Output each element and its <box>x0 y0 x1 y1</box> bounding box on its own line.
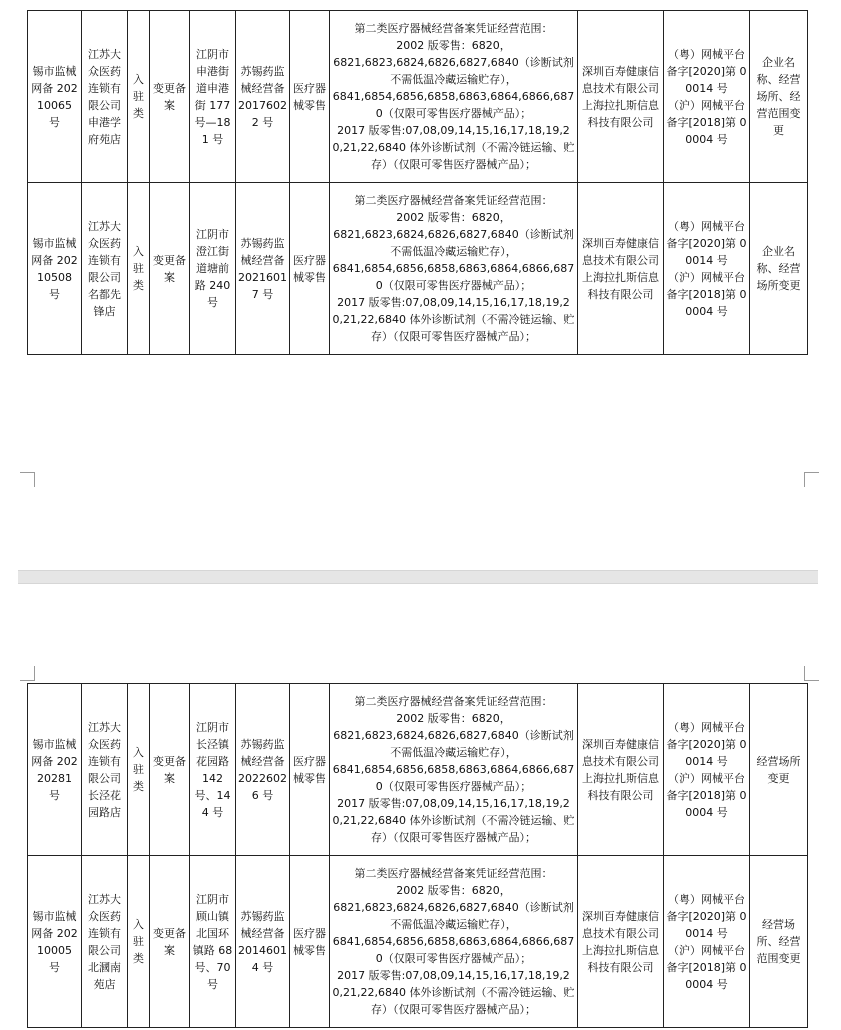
platform-reg-cell: （粤）网械平台备字[2020]第 00014 号 （沪）网械平台备字[2018]第 00004 号 <box>664 684 750 856</box>
type-cell: 入驻类 <box>128 856 150 1028</box>
scope-title: 第二类医疗器械经营备案凭证经营范围： <box>354 22 553 35</box>
address-cell: 江阴市顾山镇北国环镇路 68 号、70 号 <box>190 856 236 1028</box>
scope-line: 2002 版零售：6820， <box>396 211 511 224</box>
scope-cell <box>330 183 578 355</box>
platform-reg-cell: （粤）网械平台备字[2020]第 00014 号 （沪）网械平台备字[2018]第 00004 号 <box>664 11 750 183</box>
action-cell: 变更备案 <box>150 11 190 183</box>
mode-cell: 医疗器械零售 <box>290 11 330 183</box>
scope-line: 6821,6823,6824,6826,6827,6840（诊断试剂不需低温冷藏运输贮存）， <box>333 729 574 759</box>
crop-mark-top-right <box>804 666 819 681</box>
mode-cell: 医疗器械零售 <box>290 856 330 1028</box>
license-cell: 苏锡药监械经营备 20216017 号 <box>236 183 290 355</box>
scope-line: 2002 版零售：6820， <box>396 884 511 897</box>
change-cell: 经营场所、经营范围变更 <box>750 856 808 1028</box>
change-cell: 企业名称、经营场所变更 <box>750 183 808 355</box>
address-cell: 江阴市申港街道申港街 177 号—181 号 <box>190 11 236 183</box>
scope-line: 2002 版零售：6820， <box>396 39 511 52</box>
company-cell: 江苏大众医药连锁有限公司北漍南苑店 <box>82 856 128 1028</box>
change-cell: 企业名称、经营场所、经营范围变更 <box>750 11 808 183</box>
record-no-cell: 锡市监械网备 20220281 号 <box>28 684 82 856</box>
type-cell: 入驻类 <box>128 183 150 355</box>
crop-mark-bottom-right <box>804 472 819 487</box>
record-no-cell: 锡市监械网备 20210065 号 <box>28 11 82 183</box>
action-cell: 变更备案 <box>150 684 190 856</box>
scope-title: 第二类医疗器械经营备案凭证经营范围： <box>354 867 553 880</box>
table-row <box>28 856 808 1028</box>
address-cell: 江阴市长泾镇花园路 142 号、144 号 <box>190 684 236 856</box>
record-table-top <box>27 10 808 355</box>
table-row <box>28 183 808 355</box>
license-cell: 苏锡药监械经营备 20226026 号 <box>236 684 290 856</box>
table-row <box>28 684 808 856</box>
scope-line: 2017 版零售:07,08,09,14,15,16,17,18,19,20,21,22,6840 体外诊断试剂（不需冷链运输、贮存）（仅限可零售医疗器械产品）； <box>332 124 575 171</box>
action-cell: 变更备案 <box>150 183 190 355</box>
scope-cell <box>330 11 578 183</box>
scope-cell <box>330 856 578 1028</box>
scope-line: 2002 版零售：6820， <box>396 712 511 725</box>
record-no-cell: 锡市监械网备 20210508 号 <box>28 183 82 355</box>
action-cell: 变更备案 <box>150 856 190 1028</box>
platform-reg-cell: （粤）网械平台备字[2020]第 00014 号 （沪）网械平台备字[2018]第 00004 号 <box>664 183 750 355</box>
license-cell: 苏锡药监械经营备 20146014 号 <box>236 856 290 1028</box>
scope-title: 第二类医疗器械经营备案凭证经营范围： <box>354 695 553 708</box>
type-cell: 入驻类 <box>128 684 150 856</box>
platform-cell: 深圳百寿健康信息技术有限公司 上海拉扎斯信息科技有限公司 <box>578 11 664 183</box>
scope-line: 6821,6823,6824,6826,6827,6840（诊断试剂不需低温冷藏运输贮存）， <box>333 901 574 931</box>
platform-cell: 深圳百寿健康信息技术有限公司 上海拉扎斯信息科技有限公司 <box>578 684 664 856</box>
scope-line: 6841,6854,6856,6858,6863,6864,6866,6870（仅限可零售医疗器械产品）； <box>332 763 575 793</box>
scope-line: 6821,6823,6824,6826,6827,6840（诊断试剂不需低温冷藏运输贮存）， <box>333 228 574 258</box>
scope-line: 2017 版零售:07,08,09,14,15,16,17,18,19,20,21,22,6840 体外诊断试剂（不需冷链运输、贮存）（仅限可零售医疗器械产品）； <box>332 797 575 844</box>
scope-line: 6841,6854,6856,6858,6863,6864,6866,6870（仅限可零售医疗器械产品）； <box>332 90 575 120</box>
record-table-bottom <box>27 683 808 1028</box>
scope-line: 2017 版零售:07,08,09,14,15,16,17,18,19,20,21,22,6840 体外诊断试剂（不需冷链运输、贮存）（仅限可零售医疗器械产品）； <box>332 969 575 1016</box>
company-cell: 江苏大众医药连锁有限公司名都先锋店 <box>82 183 128 355</box>
platform-cell: 深圳百寿健康信息技术有限公司 上海拉扎斯信息科技有限公司 <box>578 183 664 355</box>
scope-line: 6821,6823,6824,6826,6827,6840（诊断试剂不需低温冷藏运输贮存）， <box>333 56 574 86</box>
license-cell: 苏锡药监械经营备 20176022 号 <box>236 11 290 183</box>
type-cell: 入驻类 <box>128 11 150 183</box>
table-row <box>28 11 808 183</box>
company-cell: 江苏大众医药连锁有限公司申港学府苑店 <box>82 11 128 183</box>
crop-mark-bottom-left <box>20 472 35 487</box>
scope-line: 6841,6854,6856,6858,6863,6864,6866,6870（仅限可零售医疗器械产品）； <box>332 262 575 292</box>
scope-cell <box>330 684 578 856</box>
crop-mark-top-left <box>20 666 35 681</box>
address-cell: 江阴市澄江街道塘前路 240 号 <box>190 183 236 355</box>
scope-line: 2017 版零售:07,08,09,14,15,16,17,18,19,20,21,22,6840 体外诊断试剂（不需冷链运输、贮存）（仅限可零售医疗器械产品）； <box>332 296 575 343</box>
platform-cell: 深圳百寿健康信息技术有限公司 上海拉扎斯信息科技有限公司 <box>578 856 664 1028</box>
mode-cell: 医疗器械零售 <box>290 183 330 355</box>
change-cell: 经营场所变更 <box>750 684 808 856</box>
mode-cell: 医疗器械零售 <box>290 684 330 856</box>
scope-title: 第二类医疗器械经营备案凭证经营范围： <box>354 194 553 207</box>
record-no-cell: 锡市监械网备 20210005 号 <box>28 856 82 1028</box>
page-separator <box>18 570 818 584</box>
scope-line: 6841,6854,6856,6858,6863,6864,6866,6870（仅限可零售医疗器械产品）； <box>332 935 575 965</box>
platform-reg-cell: （粤）网械平台备字[2020]第 00014 号 （沪）网械平台备字[2018]第 00004 号 <box>664 856 750 1028</box>
company-cell: 江苏大众医药连锁有限公司长泾花园路店 <box>82 684 128 856</box>
